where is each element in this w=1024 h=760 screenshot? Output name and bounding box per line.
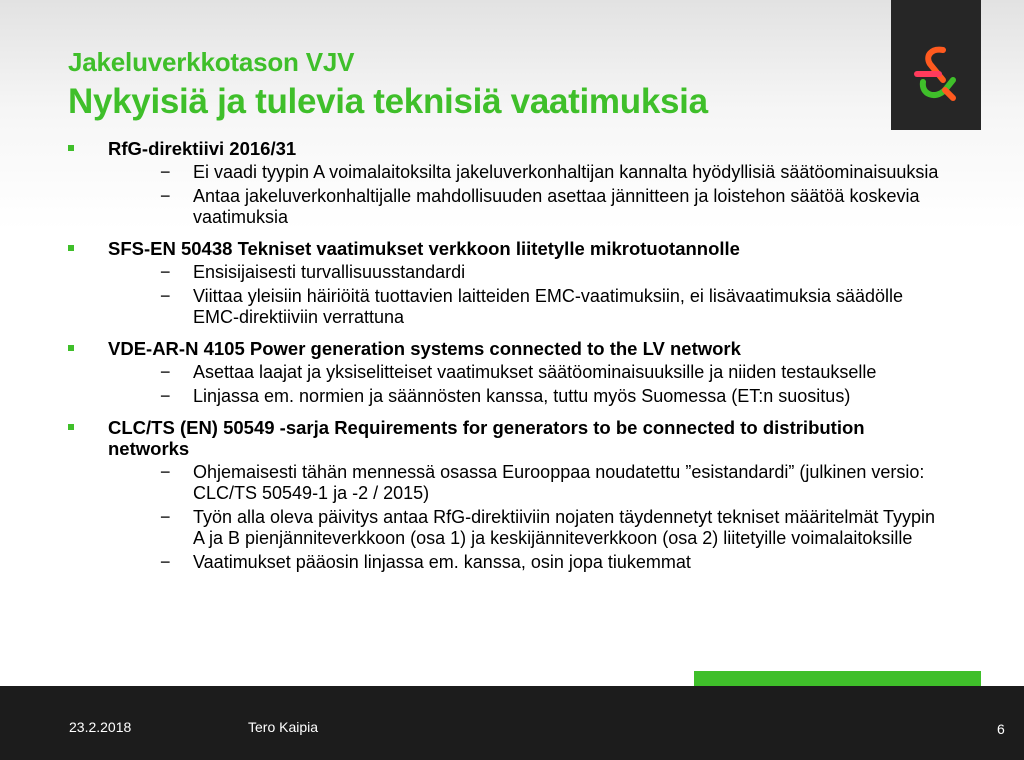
sub-bullet-text: Linjassa em. normien ja säännösten kanssa, tuttu myös Suomessa (ET:n suositus) [193, 386, 851, 406]
footer [0, 686, 1024, 760]
dash-icon: − [160, 186, 171, 206]
bullet-item [68, 138, 948, 228]
bullet-text: RfG-direktiivi 2016/31 [108, 138, 297, 159]
sub-bullet-list [108, 462, 948, 573]
footer-author: Tero Kaipia [248, 719, 319, 735]
logo-panel [891, 0, 981, 130]
sub-bullet-text: Viittaa yleisiin häiriöitä tuottavien laitteiden EMC-vaatimuksiin, ei lisävaatimuksia säädölle EMC-direktiiviin verrattuna [193, 286, 904, 327]
sub-bullet-item [108, 552, 948, 573]
sub-bullet-item [108, 462, 948, 504]
sub-bullet-text: Työn alla oleva päivitys antaa RfG-direktiiviin nojaten täydennetyt tekniset määritelmät Tyypin A ja B pienjänniteverkkoon (osa 1) ja keskijänniteverkkoon (osa 2) liitetyille voimalaitoksille [193, 507, 936, 548]
bullet-item [68, 417, 948, 573]
dash-icon: − [160, 262, 171, 282]
bullet-text: VDE-AR-N 4105 Power generation systems connected to the LV network [108, 338, 741, 359]
slide-title: Nykyisiä ja tulevia teknisiä vaatimuksia [68, 82, 708, 121]
sub-bullet-text: Ohjemaisesti tähän mennessä osassa Eurooppaa noudatettu ”esistandardi” (julkinen versio: CLC/TS 50549-1 ja -2 / 2015) [193, 462, 925, 503]
bullet-list [68, 138, 948, 573]
slide-supertitle: Jakeluverkkotason VJV [68, 47, 355, 77]
bullet-item [68, 338, 948, 407]
sub-bullet-list [108, 362, 948, 407]
sub-bullet-item [108, 162, 948, 183]
sub-bullet-item [108, 262, 948, 283]
sub-bullet-list [108, 262, 948, 328]
sub-bullet-text: Ensisijaisesti turvallisuusstandardi [193, 262, 466, 282]
sub-bullet-text: Antaa jakeluverkonhaltijalle mahdollisuuden asettaa jännitteen ja loistehon säätöä koskevia vaatimuksia [193, 186, 920, 227]
dash-icon: − [160, 162, 171, 182]
bullet-square-icon [68, 345, 74, 351]
sub-bullet-item [108, 507, 948, 549]
dash-icon: − [160, 552, 171, 572]
bullet-text: SFS-EN 50438 Tekniset vaatimukset verkkoon liitetylle mikrotuotannolle [108, 238, 740, 259]
sub-bullet-item [108, 286, 948, 328]
bullet-text: CLC/TS (EN) 50549 -sarja Requirements for generators to be connected to distribution networks [108, 417, 865, 459]
dash-icon: − [160, 286, 171, 306]
dash-icon: − [160, 462, 171, 482]
sub-bullet-item [108, 386, 948, 407]
dash-icon: − [160, 386, 171, 406]
sub-bullet-text: Vaatimukset pääosin linjassa em. kanssa, osin jopa tiukemmat [193, 552, 691, 572]
sub-bullet-list [108, 162, 948, 228]
footer-date: 23.2.2018 [69, 719, 132, 735]
sub-bullet-item [108, 362, 948, 383]
sub-bullet-item [108, 186, 948, 228]
dash-icon: − [160, 507, 171, 527]
page-number: 6 [997, 721, 1005, 737]
bullet-item [68, 238, 948, 328]
dash-icon: − [160, 362, 171, 382]
bullet-square-icon [68, 245, 74, 251]
sub-bullet-text: Asettaa laajat ja yksiselitteiset vaatimukset säätöominaisuuksille ja niiden testaukselle [193, 362, 877, 382]
bullet-square-icon [68, 424, 74, 430]
sub-bullet-text: Ei vaadi tyypin A voimalaitoksilta jakeluverkonhaltijan kannalta hyödyllisiä säätöominaisuuksia [193, 162, 939, 182]
ampersand-logo-icon [913, 44, 959, 104]
bullet-square-icon [68, 145, 74, 151]
